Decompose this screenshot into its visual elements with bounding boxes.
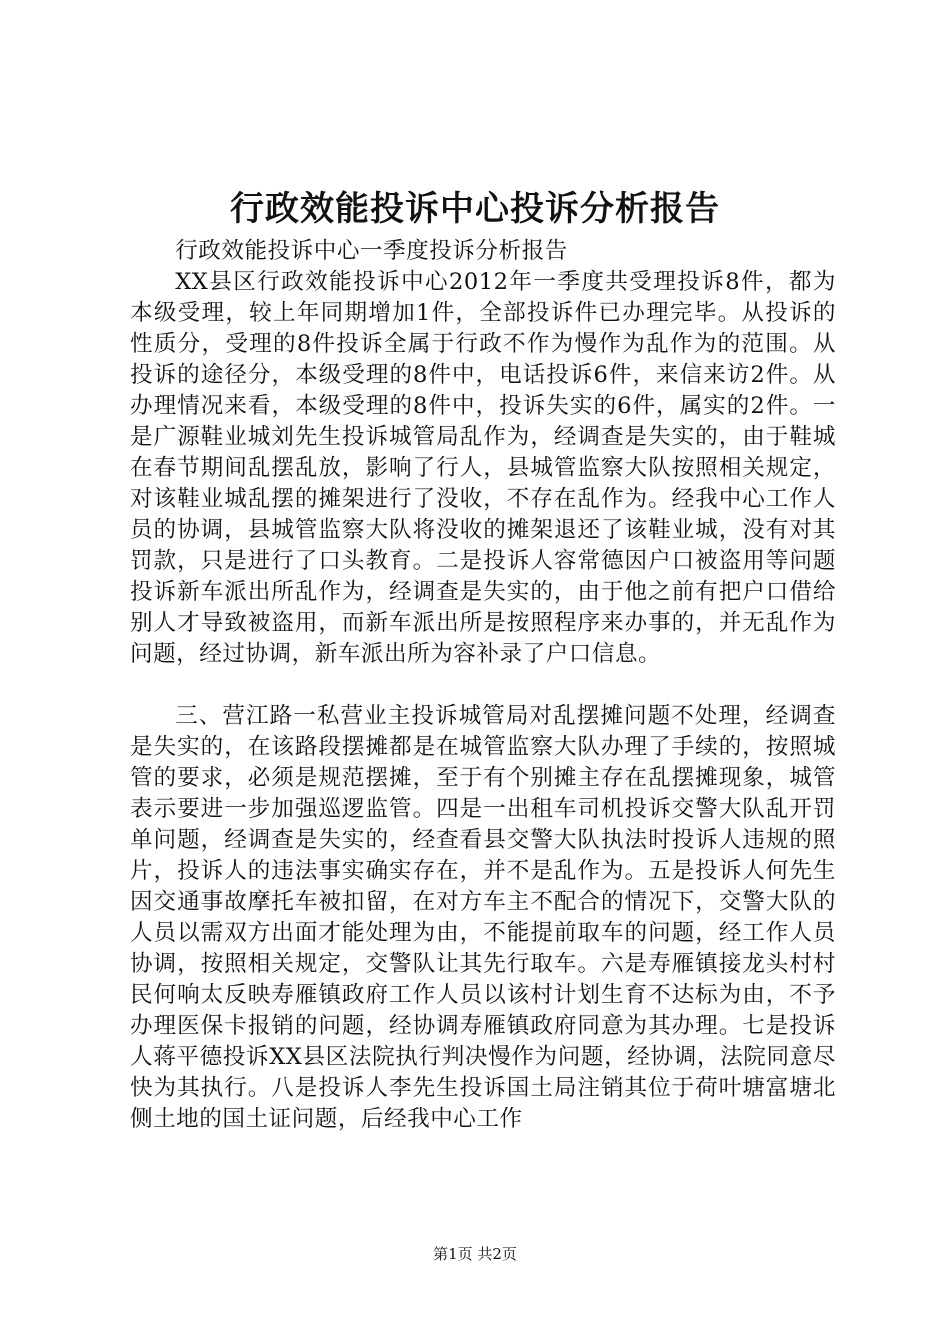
body-paragraph: XX县区行政效能投诉中心2012年一季度共受理投诉8件，都为本级受理，较上年同期增加1件，全部投诉件已办理完毕。从投诉的性质分，受理的8件投诉全属于行政不作为慢作为乱作为的范围。从投诉的途径分，本级受理的8件中，电话投诉6件，来信来访2件。从办理情况来看，本级受理的8件中，投诉失实的6件，属实的2件。一是广源鞋业城刘先生投诉城管局乱作为，经调查是失实的，由于鞋城在春节期间乱摆乱放，影响了行人，县城管监察大队按照相关规定，对该鞋业城乱摆的摊架进行了没收，不存在乱作为。经我中心工作人员的协调，县城管监察大队将没收的摊架退还了该鞋业城，没有对其罚款，只是进行了口头教育。二是投诉人容常德因户口被盗用等问题投诉新车派出所乱作为，经调查是失实的，由于他之前有把户口借给别人才导致被盗用，而新车派出所是按照程序来办事的，并无乱作为问题，经过协调，新车派出所为容补录了户口信息。 [130, 269, 836, 667]
document-title: 行政效能投诉中心投诉分析报告 [230, 189, 720, 229]
body-paragraph: 三、营江路一私营业主投诉城管局对乱摆摊问题不处理，经调查是失实的，在该路段摆摊都是在城管监察大队办理了手续的，按照城管的要求，必须是规范摆摊，至于有个别摊主存在乱摆摊现象，城管表示要进一步加强巡逻监管。四是一出租车司机投诉交警大队乱开罚单问题，经调查是失实的，经查看县交警大队执法时投诉人违规的照片，投诉人的违法事实确实存在，并不是乱作为。五是投诉人何先生因交通事故摩托车被扣留，在对方车主不配合的情况下，交警大队的人员以需双方出面才能处理为由，不能提前取车的问题，经工作人员协调，按照相关规定，交警队让其先行取车。六是寿雁镇接龙头村村民何响太反映寿雁镇政府工作人员以该村计划生育不达标为由，不予办理医保卡报销的问题，经协调寿雁镇政府同意为其办理。七是投诉人蒋平德投诉XX县区法院执行判决慢作为问题，经协调，法院同意尽快为其执行。八是投诉人李先生投诉国土局注销其位于荷叶塘富塘北侧土地的国土证问题，后经我中心工作 [130, 703, 836, 1132]
document-body [130, 236, 836, 1135]
subtitle-paragraph: 行政效能投诉中心一季度投诉分析报告 [175, 238, 568, 264]
page-number-footer: 第1页 共2页 [433, 1245, 517, 1263]
